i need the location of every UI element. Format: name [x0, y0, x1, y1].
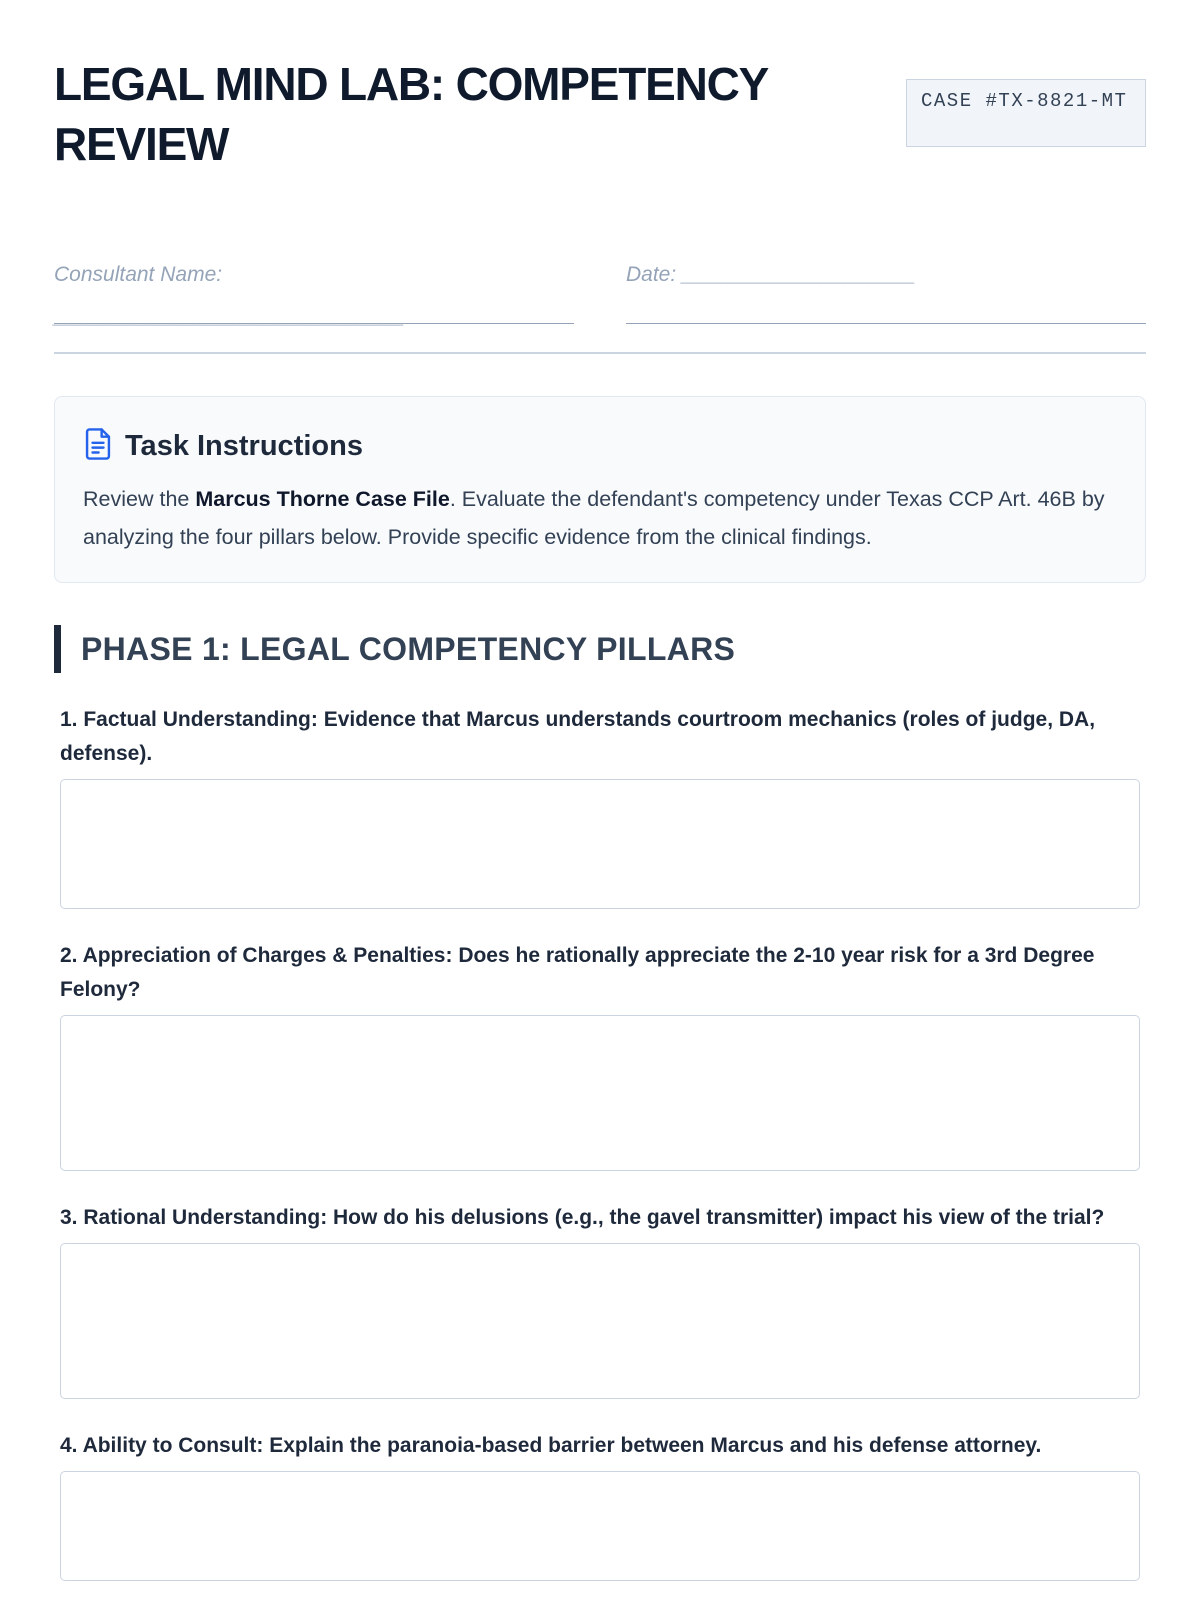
- question-3-label: 3. Rational Understanding: How do his delusions (e.g., the gavel transmitter) impact his view of the trial?: [60, 1206, 1105, 1229]
- case-file-reference: Marcus Thorne Case File: [195, 487, 450, 511]
- question-2-label: 2. Appreciation of Charges & Penalties: Does he rationally appreciate the 2-10 year risk for a 3rd Degree Felony?: [60, 944, 1095, 1001]
- question-2: [60, 939, 1140, 1171]
- task-instructions-text: [83, 480, 1117, 556]
- question-2-answer-field[interactable]: [60, 1015, 1140, 1171]
- case-number-badge: CASE #TX-8821-MT: [906, 79, 1146, 147]
- question-1: [60, 703, 1140, 909]
- date-label: Date: ____________________: [626, 263, 916, 286]
- document-icon: [83, 427, 113, 466]
- task-instructions-box: [54, 396, 1146, 583]
- question-4: [60, 1429, 1140, 1581]
- question-3: [60, 1201, 1140, 1399]
- consultant-name-field[interactable]: [54, 254, 574, 328]
- consultant-name-label: Consultant Name: ______________________________: [54, 263, 405, 328]
- meta-row: [54, 254, 1146, 328]
- question-1-label: 1. Factual Understanding: Evidence that Marcus understands courtroom mechanics (roles of judge, DA, defense).: [60, 708, 1096, 765]
- task-instructions-title: Task Instructions: [125, 430, 363, 462]
- instructions-text-start: Review the: [83, 487, 196, 511]
- question-1-answer-field[interactable]: [60, 779, 1140, 909]
- date-field[interactable]: [626, 254, 1146, 324]
- question-list: [54, 703, 1146, 1581]
- question-4-answer-field[interactable]: [60, 1471, 1140, 1581]
- task-instructions-header: [83, 427, 1117, 466]
- instructions-text-end: . Evaluate the defendant's competency under Texas CCP Art. 46B by analyzing the four pillars below. Provide specific evidence from the clinical findings.: [83, 487, 1105, 549]
- question-3-answer-field[interactable]: [60, 1243, 1140, 1399]
- question-4-label: 4. Ability to Consult: Explain the paranoia-based barrier between Marcus and his defense attorney.: [60, 1434, 1042, 1457]
- header-divider: [54, 352, 1146, 354]
- page-header: [54, 0, 1146, 178]
- phase-1-heading: [54, 625, 1146, 673]
- phase-1-title: PHASE 1: LEGAL COMPETENCY PILLARS: [81, 630, 736, 667]
- page-title: LEGAL MIND LAB: COMPETENCY REVIEW: [54, 58, 768, 170]
